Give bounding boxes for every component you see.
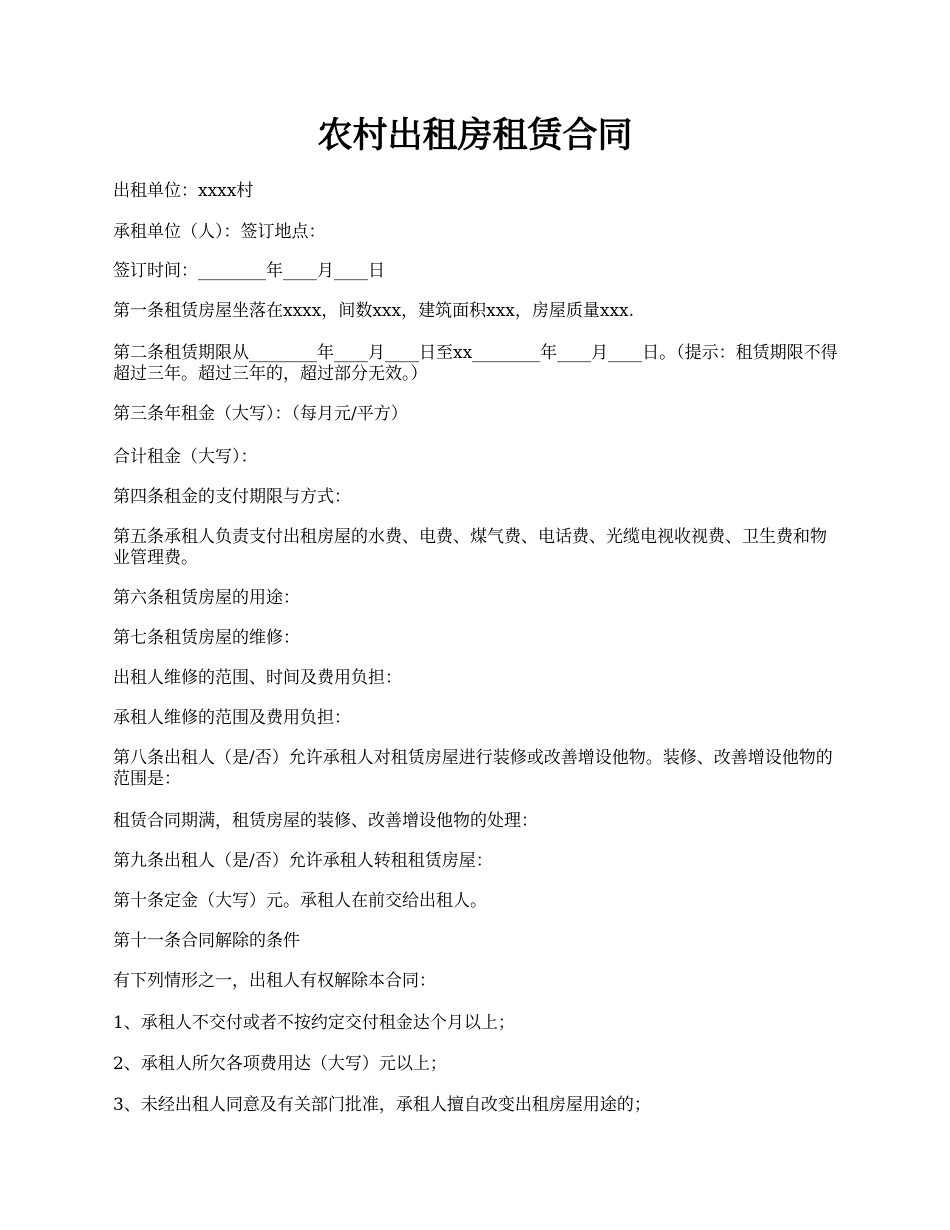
paragraph-article-2: 第二条租赁期限从________年____月____日至xx________年____月____日。（提示：租赁期限不得超过三年。超过三年的，超过部分无效。） [113,343,838,384]
paragraph-article-5: 第五条承租人负责支付出租房屋的水费、电费、煤气费、电话费、光缆电视收视费、卫生费和物业管理费。 [113,527,827,568]
paragraph-article-7: 第七条租赁房屋的维修： [113,628,300,648]
paragraph-lessee: 承租单位（人）：签订地点： [113,222,326,242]
paragraph-termination-2: 2、承租人所欠各项费用达（大写）元以上； [113,1054,447,1074]
paragraph-termination-3: 3、未经出租人同意及有关部门批准，承租人擅自改变出租房屋用途的； [113,1095,651,1115]
paragraph-lessor-repair: 出租人维修的范围、时间及费用负担： [113,668,402,688]
paragraph-article-3: 第三条年租金（大写）：（每月元/平方） [113,404,408,424]
paragraph-renovation: 租赁合同期满，租赁房屋的装修、改善增设他物的处理： [113,811,538,831]
paragraph-article-6: 第六条租赁房屋的用途： [113,588,300,608]
paragraph-article-10: 第十条定金（大写）元。承租人在前交给出租人。 [113,891,487,911]
paragraph-lessor: 出租单位：xxxx村 [113,181,254,201]
paragraph-total-rent: 合计租金（大写）： [113,447,258,467]
paragraph-termination-1: 1、承租人不交付或者不按约定交付租金达个月以上； [113,1013,515,1033]
paragraph-sign-date: 签订时间：________年____月____日 [113,261,385,281]
paragraph-article-1: 第一条租赁房屋坐落在xxxx，间数xxx，建筑面积xxx，房屋质量xxx. [113,301,635,321]
paragraph-article-9: 第九条出租人（是/否）允许承租人转租租赁房屋： [113,851,493,871]
paragraph-lessee-repair: 承租人维修的范围及费用负担： [113,708,351,728]
document-title: 农村出租房租赁合同 [317,115,633,156]
paragraph-article-4: 第四条租金的支付期限与方式： [113,487,351,507]
paragraph-article-8: 第八条出租人（是/否）允许承租人对租赁房屋进行装修或改善增设他物。装修、改善增设他物的范围是： [113,748,833,789]
paragraph-article-11: 第十一条合同解除的条件 [113,931,300,951]
paragraph-termination-intro: 有下列情形之一，出租人有权解除本合同： [113,971,436,991]
